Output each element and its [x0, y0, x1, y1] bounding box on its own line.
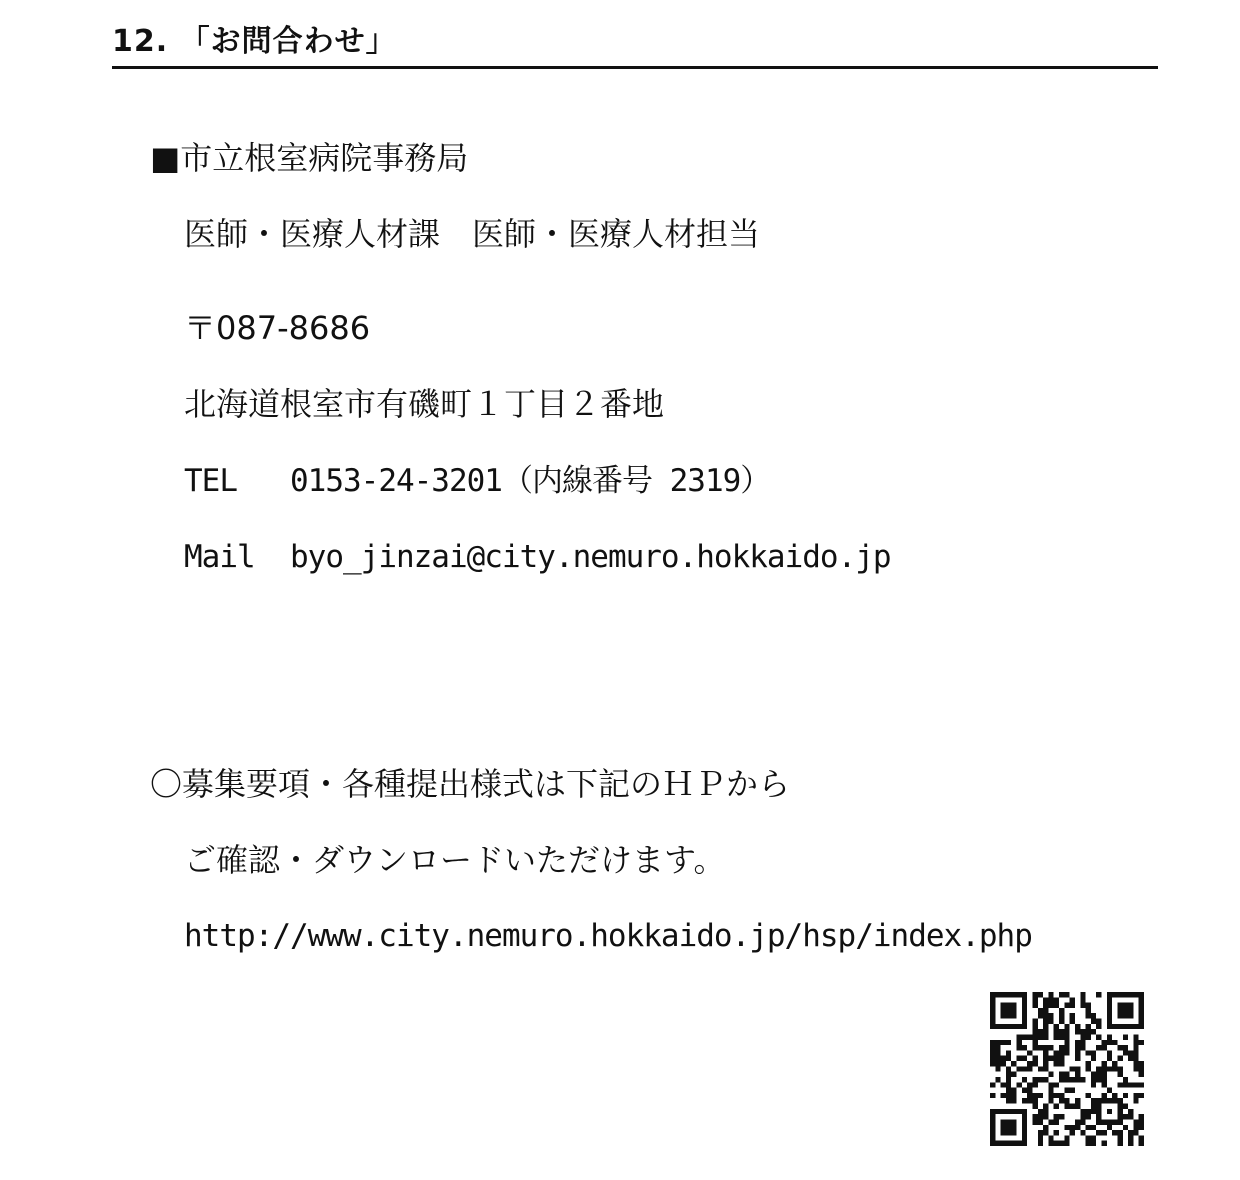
notice-line-1 — [150, 764, 790, 804]
section-heading: 「お問合わせ」 — [179, 24, 397, 59]
telephone-line — [184, 460, 770, 501]
qr-code-icon[interactable] — [990, 992, 1144, 1146]
address: 北海道根室市有磯町１丁目２番地 — [184, 385, 665, 423]
mail-line — [184, 536, 891, 577]
postal-code: 〒087-8686 — [184, 309, 371, 347]
notice-text-2: ご確認・ダウンロードいただけます。 — [184, 841, 726, 879]
mail-label: Mail — [184, 539, 255, 575]
section-header — [112, 18, 1158, 69]
tel-value: 0153-24-3201（内線番号 2319） — [290, 463, 771, 499]
section-title — [112, 22, 397, 62]
organization-line — [150, 138, 468, 178]
department-name: 医師・医療人材課 医師・医療人材担当 — [184, 215, 761, 253]
mail-link[interactable]: byo_jinzai@city.nemuro.hokkaido.jp — [290, 539, 891, 575]
tel-label: TEL — [184, 463, 237, 499]
section-number: 12. — [112, 24, 169, 59]
notice-text-1: 募集要項・各種提出様式は下記のＨＰから — [182, 765, 791, 803]
square-bullet-icon: ■ — [150, 139, 181, 177]
homepage-url-link[interactable]: http://www.city.nemuro.hokkaido.jp/hsp/index.php — [184, 918, 1032, 954]
circle-bullet-icon: 〇 — [150, 765, 183, 803]
organization-name: 市立根室病院事務局 — [180, 139, 469, 177]
